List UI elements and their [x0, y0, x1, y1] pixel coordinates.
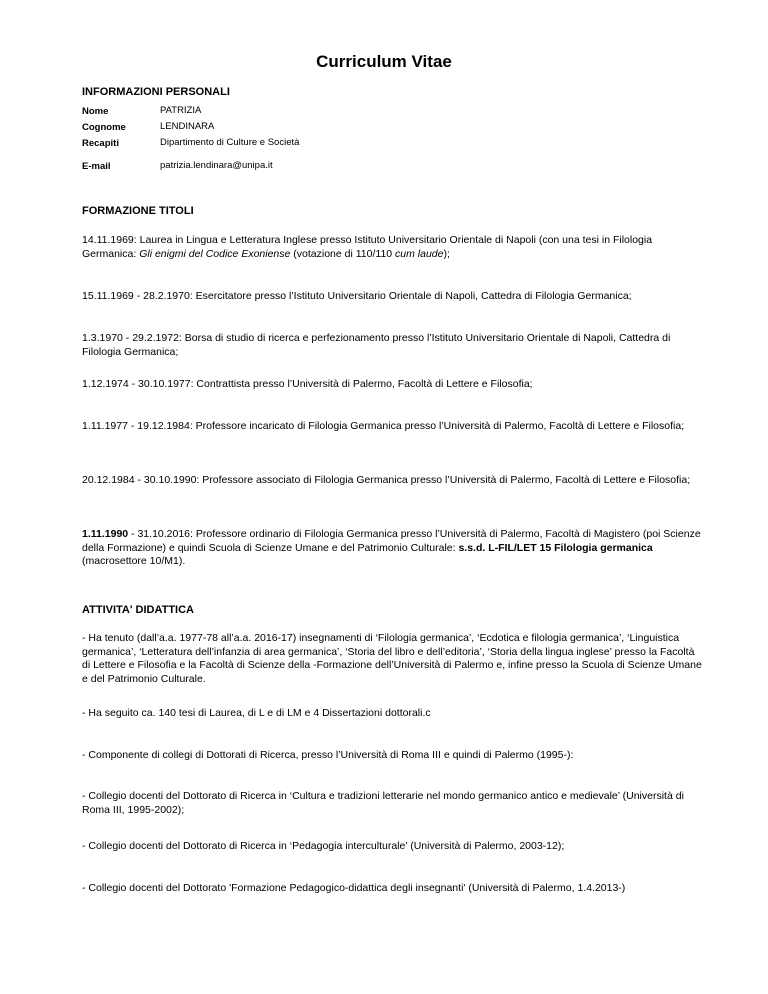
email-label: E-mail	[82, 161, 111, 172]
education-entry-5: 1.11.1977 - 19.12.1984: Professore incaricato di Filologia Germanica presso l’Università di Palermo, Facoltà di Lettere e Filosofia;	[82, 420, 685, 432]
teaching-heading: ATTIVITA' DIDATTICA	[82, 604, 194, 616]
entry-1-end: );	[443, 247, 450, 260]
address-label: Recapiti	[82, 138, 119, 149]
teaching-item-4: - Collegio docenti del Dottorato di Ricerca in ‘Cultura e tradizioni letterarie nel mondo germanico antico e medievale’ (Università di Roma III, 1995-2002);	[82, 790, 684, 816]
education-entry-3: 1.3.1970 - 29.2.1972: Borsa di studio di ricerca e perfezionamento presso l’Istituto Universitario Orientale di Napoli, Cattedra di Filologia Germanica;	[82, 332, 671, 358]
surname-label: Cognome	[82, 122, 126, 133]
teaching-item-6: - Collegio docenti del Dottorato 'Formazione Pedagogico-didattica degli insegnanti' (Università di Palermo, 1.4.2013-)	[82, 882, 626, 894]
education-entry-7	[82, 528, 702, 569]
entry-7-end: (macrosettore 10/M1).	[82, 555, 186, 567]
education-heading: FORMAZIONE TITOLI	[82, 205, 194, 217]
entry-1-grade: (votazione di 110/110	[290, 247, 396, 260]
surname-value: LENDINARA	[160, 121, 215, 132]
entry-7-date: 1.11.1990	[82, 528, 129, 540]
thesis-title: Gli enigmi del Codice Exoniense	[139, 247, 291, 260]
teaching-item-3: - Componente di collegi di Dottorati di Ricerca, presso l’Università di Roma III e quindi di Palermo (1995-):	[82, 749, 574, 761]
page-title: Curriculum Vitae	[316, 52, 452, 71]
name-label: Nome	[82, 106, 109, 117]
cum-laude: cum laude	[395, 247, 444, 260]
teaching-item-5: - Collegio docenti del Dottorato di Ricerca in ‘Pedagogia interculturale’ (Università di Palermo, 2003-12);	[82, 840, 565, 852]
entry-1-text: 14.11.1969: Laurea in Lingua e Letteratura Inglese presso Istituto Universitario Orientale di Napoli (con una tesi in Filologia Germanica:	[82, 234, 653, 260]
email-value: patrizia.lendinara@unipa.it	[160, 160, 273, 171]
education-entry-2: 15.11.1969 - 28.2.1970: Esercitatore presso l’Istituto Universitario Orientale di Napoli, Cattedra di Filologia Germanica;	[82, 290, 632, 302]
entry-7-ssd: s.s.d. L-FIL/LET 15 Filologia germanica	[458, 541, 653, 554]
education-entry-1	[82, 234, 702, 261]
address-value: Dipartimento di Culture e Società	[160, 137, 300, 148]
personal-info-heading: INFORMAZIONI PERSONALI	[82, 86, 230, 98]
teaching-item-2: - Ha seguito ca. 140 tesi di Laurea, di L e di LM e 4 Dissertazioni dottorali.c	[82, 707, 431, 719]
teaching-item-1: - Ha tenuto (dall’a.a. 1977-78 all’a.a. 2016-17) insegnamenti di ‘Filologia germanica’, ‘Ecdotica e filologia germanica’, ‘Linguistica germanica’, ‘Letteratura dell’infanzia di area germanica’, ‘Storia del libro e dell’editoria’, ‘Storia della lingua inglese’ presso la Facoltà di Lettere e Filosofia e la Facoltà di Scienze della -Formazione dell’Università di Palermo e, infine presso la Scuola di Scienze Umane e del Patrimonio Culturale.	[82, 632, 702, 685]
name-value: PATRIZIA	[160, 105, 202, 116]
education-entry-4: 1.12.1974 - 30.10.1977: Contrattista presso l’Università di Palermo, Facoltà di Lettere e Filosofia;	[82, 378, 533, 390]
education-entry-6: 20.12.1984 - 30.10.1990: Professore associato di Filologia Germanica presso l’Università di Palermo, Facoltà di Lettere e Filosofia;	[82, 474, 691, 486]
entry-7-text: - 31.10.2016: Professore ordinario di Filologia Germanica presso l’Università di Palermo, Facoltà di Magistero (poi Scienze della Formazione) e quindi Scuola di Scienze Umane e del Patrimonio Culturale:	[82, 528, 701, 554]
